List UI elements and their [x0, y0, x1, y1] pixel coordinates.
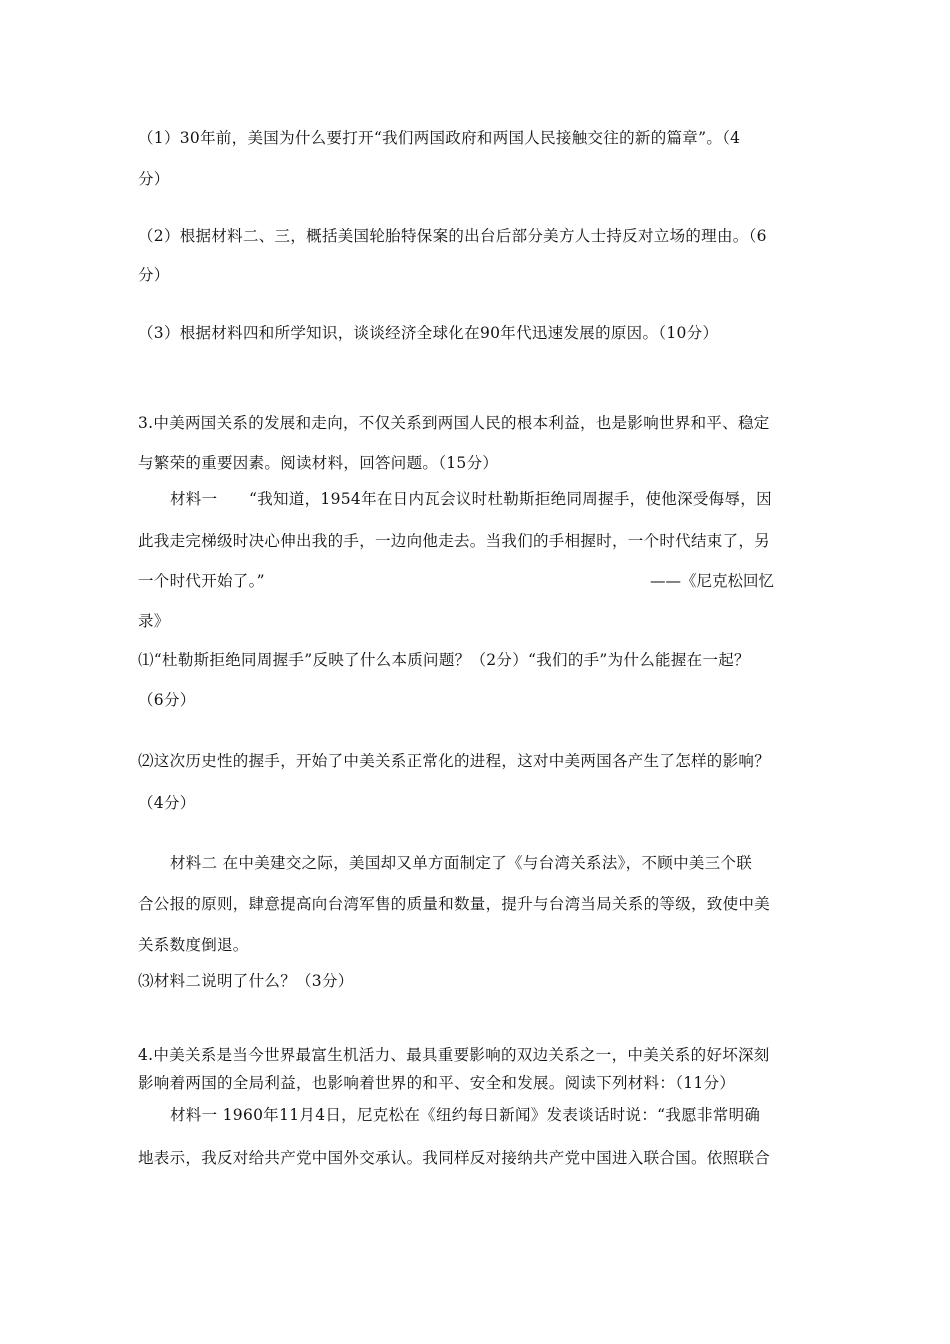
s3-material1-attribution-tail: 录》 — [138, 612, 170, 630]
s2-q3-line1: （3）根据材料四和所学知识，谈谈经济全球化在90年代迅速发展的原因。（10分） — [138, 324, 719, 342]
s3-intro-line2: 与繁荣的重要因素。阅读材料，回答问题。（15分） — [138, 454, 499, 472]
s2-q1-line2: 分） — [138, 170, 170, 188]
s3-material2-line2: 合公报的原则，肆意提高向台湾军售的质量和数量，提升与台湾当局关系的等级，致使中美 — [138, 895, 771, 913]
s2-q2-line2: 分） — [138, 266, 170, 284]
s4-material1-line1: 材料一 1960年11月4日，尼克松在《纽约每日新闻》发表谈话时说：“我愿非常明确 — [170, 1106, 761, 1124]
s3-material2-line3: 关系数度倒退。 — [138, 936, 249, 954]
s4-intro-line2: 影响着两国的全局利益，也影响着世界的和平、安全和发展。阅读下列材料：（11分） — [138, 1074, 736, 1092]
s3-q2-line2: （4分） — [138, 794, 196, 812]
s3-material1-line2: 此我走完梯级时决心伸出我的手，一边向他走去。当我们的手相握时，一个时代结束了，另 — [138, 532, 771, 550]
s4-intro-line1: 4.中美关系是当今世界最富生机活力、最具重要影响的双边关系之一，中美关系的好坏深刻 — [138, 1046, 770, 1064]
s2-q2-line1: （2）根据材料二、三，概括美国轮胎特保案的出台后部分美方人士持反对立场的理由。（6 — [138, 227, 767, 245]
s3-material1-line1: 材料一 “我知道，1954年在日内瓦会议时杜勒斯拒绝同周握手，使他深受侮辱，因 — [170, 490, 772, 508]
s2-q1-line1: （1）30年前，美国为什么要打开“我们两国政府和两国人民接触交往的新的篇章”。（4 — [138, 129, 741, 147]
s3-q1-line1: ⑴“杜勒斯拒绝同周握手”反映了什么本质问题？（2分）“我们的手”为什么能握在一起？ — [138, 651, 750, 669]
s3-q1-line2: （6分） — [138, 691, 196, 709]
s3-q2-line1: ⑵这次历史性的握手，开始了中美关系正常化的进程，这对中美两国各产生了怎样的影响？ — [138, 752, 771, 770]
s3-material1-line3: 一个时代开始了。” — [138, 572, 265, 590]
s3-material2-line1: 材料二 在中美建交之际，美国却又单方面制定了《与台湾关系法》，不顾中美三个联 — [170, 854, 753, 872]
s4-material1-line2: 地表示，我反对给共产党中国外交承认。我同样反对接纳共产党中国进入联合国。依照联合 — [138, 1149, 771, 1167]
s3-q3-line1: ⑶材料二说明了什么？（3分） — [138, 972, 354, 990]
s3-intro-line1: 3.中美两国关系的发展和走向，不仅关系到两国人民的根本利益，也是影响世界和平、稳定 — [138, 414, 770, 432]
s3-material1-attribution: ——《尼克松回忆 — [650, 572, 775, 590]
